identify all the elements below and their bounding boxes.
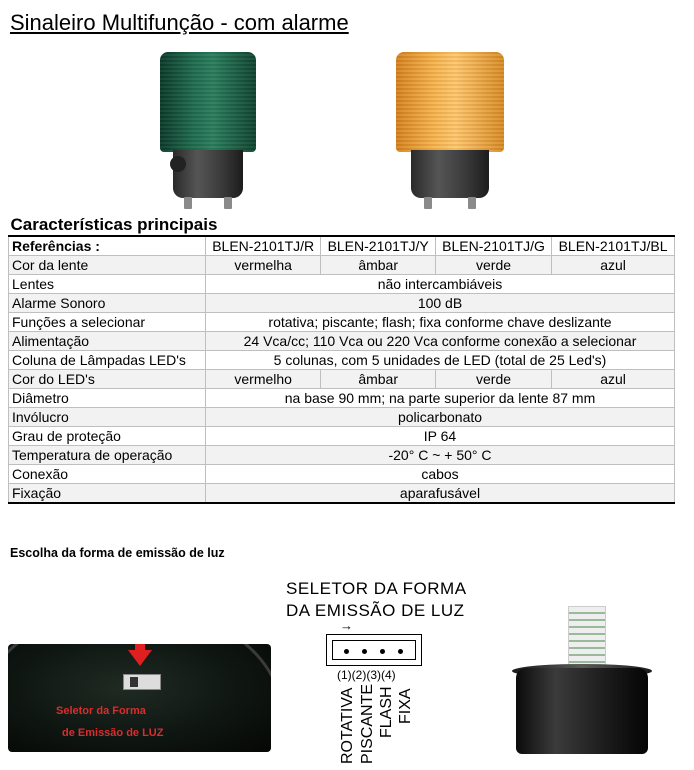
row-value: não intercambiáveis bbox=[206, 275, 675, 294]
row-label: Cor do LED's bbox=[9, 370, 206, 389]
row-label: Coluna de Lâmpadas LED's bbox=[9, 351, 206, 370]
table-row bbox=[9, 427, 675, 446]
row-label: Temperatura de operação bbox=[9, 446, 206, 465]
selector-caption-line2: DA EMISSÃO DE LUZ bbox=[286, 601, 465, 620]
row-label: Grau de proteção bbox=[9, 427, 206, 446]
row-label: Diâmetro bbox=[9, 389, 206, 408]
row-value: verde bbox=[435, 370, 551, 389]
row-value: -20° C ~ + 50° C bbox=[206, 446, 675, 465]
table-row bbox=[9, 313, 675, 332]
row-value: 5 colunas, com 5 unidades de LED (total de 25 Led's) bbox=[206, 351, 675, 370]
row-value: âmbar bbox=[321, 370, 436, 389]
table-row bbox=[9, 408, 675, 427]
table-row bbox=[9, 351, 675, 370]
red-arrow-icon bbox=[128, 650, 152, 666]
row-value: IP 64 bbox=[206, 427, 675, 446]
row-label: Invólucro bbox=[9, 408, 206, 427]
arrow-right-icon: → bbox=[340, 618, 353, 633]
table-caption: Características principais bbox=[10, 215, 218, 234]
led-column-photo bbox=[512, 600, 652, 760]
selector-caption bbox=[286, 578, 467, 622]
model-code: BLEN-2101TJ/BL bbox=[552, 236, 675, 256]
selector-switch-photo bbox=[8, 644, 271, 752]
row-value: 100 dB bbox=[206, 294, 675, 313]
table-row bbox=[9, 465, 675, 484]
row-value: azul bbox=[552, 370, 675, 389]
selector-diagram bbox=[326, 634, 422, 666]
specifications-table bbox=[8, 215, 675, 504]
mode-label-rotativa: ROTATIVA bbox=[339, 687, 356, 764]
model-code: BLEN-2101TJ/Y bbox=[321, 236, 436, 256]
position-3: (3) bbox=[366, 668, 382, 682]
row-label: Conexão bbox=[9, 465, 206, 484]
table-row bbox=[9, 256, 675, 275]
model-code: BLEN-2101TJ/R bbox=[206, 236, 321, 256]
row-value: verde bbox=[435, 256, 551, 275]
row-value: na base 90 mm; na parte superior da lente 87 mm bbox=[206, 389, 675, 408]
row-value: vermelho bbox=[206, 370, 321, 389]
row-label: Lentes bbox=[9, 275, 206, 294]
references-label: Referências : bbox=[9, 236, 206, 256]
mode-label-fixa: FIXA bbox=[397, 688, 414, 724]
table-row bbox=[9, 370, 675, 389]
table-row bbox=[9, 484, 675, 504]
slide-switch-image bbox=[123, 674, 161, 690]
row-label: Fixação bbox=[9, 484, 206, 504]
photo-label-line1: Seletor da Forma bbox=[56, 705, 146, 717]
selector-caption-line1: SELETOR DA FORMA bbox=[286, 579, 467, 598]
row-value: 24 Vca/cc; 110 Vca ou 220 Vca conforme conexão a selecionar bbox=[206, 332, 675, 351]
emission-section-title: Escolha da forma de emissão de luz bbox=[10, 546, 225, 560]
selector-positions bbox=[337, 668, 396, 682]
row-value: aparafusável bbox=[206, 484, 675, 504]
row-value: rotativa; piscante; flash; fixa conforme chave deslizante bbox=[206, 313, 675, 332]
row-label: Alimentação bbox=[9, 332, 206, 351]
row-value: policarbonato bbox=[206, 408, 675, 427]
mode-label-flash: FLASH bbox=[378, 686, 395, 738]
row-label: Alarme Sonoro bbox=[9, 294, 206, 313]
page-title: Sinaleiro Multifunção - com alarme bbox=[10, 10, 349, 35]
table-row bbox=[9, 446, 675, 465]
table-row bbox=[9, 275, 675, 294]
table-row bbox=[9, 389, 675, 408]
table-row bbox=[9, 294, 675, 313]
position-2: (2) bbox=[351, 668, 367, 682]
row-value: vermelha bbox=[206, 256, 321, 275]
photo-label-line2: de Emissão de LUZ bbox=[62, 727, 164, 739]
table-header-row bbox=[9, 236, 675, 256]
model-code: BLEN-2101TJ/G bbox=[435, 236, 551, 256]
table-row bbox=[9, 332, 675, 351]
row-value: âmbar bbox=[321, 256, 436, 275]
amber-beacon-image bbox=[396, 52, 504, 212]
row-value: azul bbox=[552, 256, 675, 275]
position-1: (1) bbox=[337, 668, 352, 682]
row-value: cabos bbox=[206, 465, 675, 484]
row-label: Cor da lente bbox=[9, 256, 206, 275]
position-4: (4) bbox=[381, 668, 396, 682]
green-beacon-image bbox=[160, 52, 256, 212]
mode-label-piscante: PISCANTE bbox=[359, 683, 376, 764]
row-label: Funções a selecionar bbox=[9, 313, 206, 332]
